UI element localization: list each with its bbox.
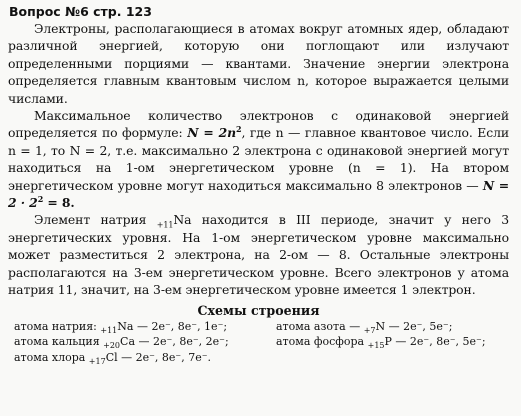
sodium-symbol: Na	[173, 212, 192, 228]
scheme-chlorine: атома хлора $_{+17}$Cl — 2e⁻, 8e⁻, 7e⁻.	[14, 350, 212, 366]
formula-main: N = 2n	[187, 125, 237, 141]
scheme-row	[14, 319, 509, 335]
paragraph-max-electrons	[8, 107, 509, 211]
scheme-calcium: атома кальция $_{+20}$Ca — 2e⁻, 8e⁻, 2e⁻;	[14, 335, 229, 351]
question-header: Вопрос №6 стр. 123	[9, 4, 152, 19]
formula-level2: N = 2 · 2	[8, 177, 509, 211]
scheme-title: Схемы строения	[197, 302, 320, 318]
scheme-list	[14, 319, 509, 366]
formula-main-exp: 2	[236, 124, 242, 135]
p3-text-a: Элемент натрия	[34, 212, 157, 228]
formula-level2-result: = 8.	[43, 195, 75, 211]
scheme-nitrogen: атома азота — $_{+7}$N — 2e⁻, 5e⁻;	[276, 319, 453, 335]
paragraph-electron-energy: Электроны, располагающиеся в атомах вокруг атомных ядер, обладают различной энергией, которую они поглощают или излучают определенными порциями — квантами. Значение энергии электрона определяется главным квантовым числом n, которое выражается целыми числами.	[8, 21, 509, 106]
p3-text-b: находится в III периоде, значит у него 3 энергетических уровня. На 1-ом энергетическом уровне максимально может разместиться 2 электрона, на 2-ом — 8. Остальные электроны располагаются на 3-ем энергетическом уровне. Всего электронов у атома натрия 11, значит, на 3-ем энергетическом уровне имеется 1 электрон.	[8, 212, 509, 298]
paragraph-sodium	[8, 211, 509, 298]
sodium-charge: +11	[156, 220, 174, 230]
scheme-sodium: атома натрия: $_{+11}$Na — 2e⁻, 8e⁻, 1e⁻;	[14, 319, 228, 335]
scheme-row	[14, 334, 509, 350]
scheme-row	[14, 350, 509, 366]
p2-text-a: Максимальное количество электронов с одинаковой энергией определяется по формуле:	[8, 108, 509, 141]
scheme-phosphorus: атома фосфора $_{+15}$P — 2e⁻, 8e⁻, 5e⁻;	[276, 335, 486, 351]
p2-text-b: , где n — главное квантовое число. Если n = 1, то N = 2, т.е. максимально 2 электрона с одинаковой энергией могут находиться на 1-ом энергетическом уровне (n = 1). На втором энергетическом уровне могут находиться максимально 8 электронов —	[8, 125, 509, 193]
formula-level2-exp: 2	[37, 193, 44, 204]
